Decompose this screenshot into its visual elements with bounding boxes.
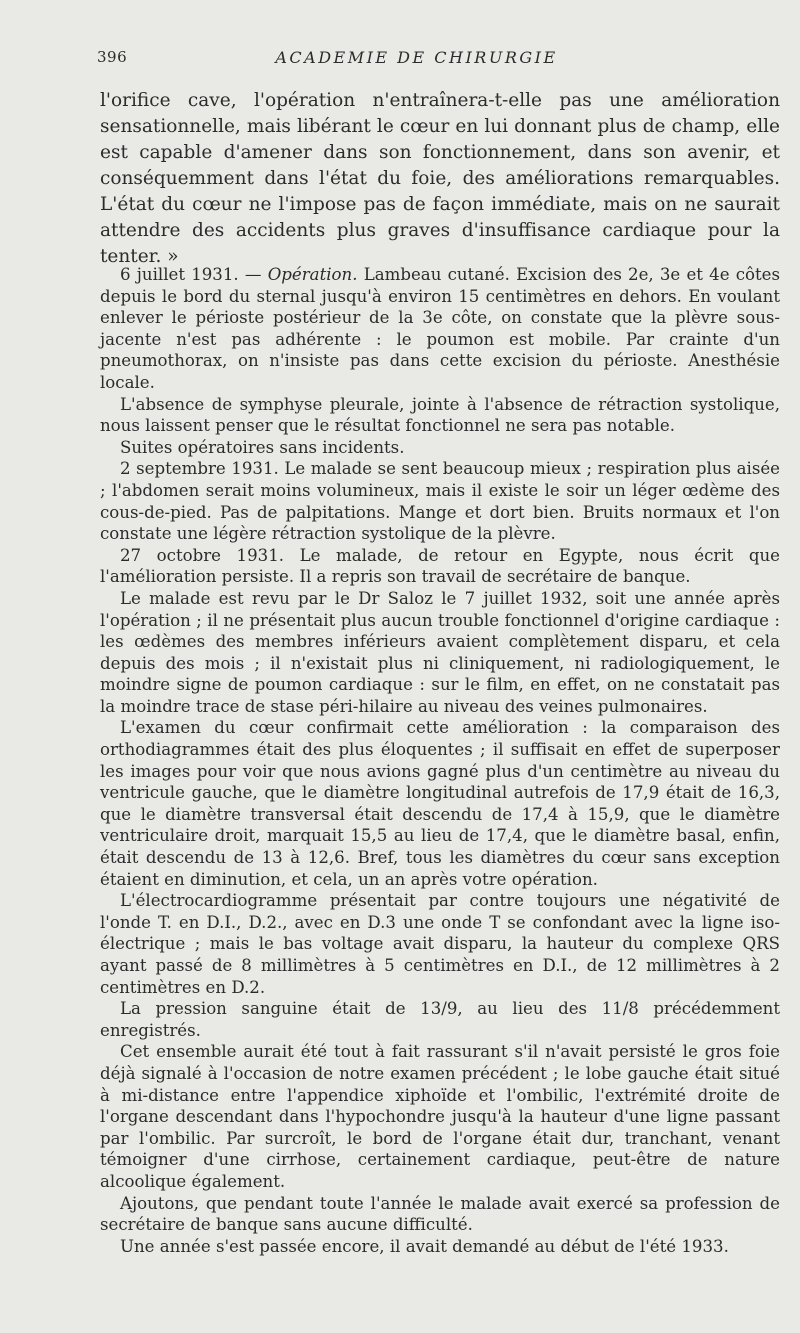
body-paragraph: La pression sanguine était de 13/9, au lieu des 11/8 précédemment enregistrés.	[100, 999, 780, 1040]
page-header	[97, 48, 776, 72]
operation-text: Lambeau cutané. Excision des 2e, 3e et 4e côtes depuis le bord du sternal jusqu'à environ 15 centimètres en dehors. En voulant enlever le périoste postérieur de la 3e côte, on constate que la plèvre sous-jacente n'est pas adhérente : le poumon est mobile. Par crainte d'un pneumothorax, on n'insiste pas dans cette excision du périoste. Anesthésie locale.	[100, 265, 781, 392]
body-paragraph: Suites opératoires sans incidents.	[120, 437, 405, 457]
body-paragraph: 2 septembre 1931. Le malade se sent beaucoup mieux ; respiration plus aisée ; l'abdomen serait moins volumineux, mais il existe le soir un léger œdème des cous-de-pied. Pas de palpitations. Mange et dort bien. Bruits normaux et l'on constate une légère rétraction systolique de la plèvre.	[100, 459, 780, 544]
operation-label: Opération.	[267, 265, 358, 284]
body-paragraph: Une année s'est passée encore, il avait demandé au début de l'été 1933.	[120, 1236, 729, 1256]
operation-paragraph	[100, 264, 780, 394]
body-paragraph: Le malade est revu par le Dr Saloz le 7 juillet 1932, soit une année après l'opération ; il ne présentait plus aucun trouble fonctionnel d'origine cardiaque : les œdèmes des membres inférieurs avaient complètement disparu, et cela depuis des mois ; il n'existait plus ni cliniquement, ni radiologiquement, le moindre signe de poumon cardiaque : sur le film, en effet, on ne constatait pas la moindre trace de stase péri-hilaire au niveau des veines pulmonaires.	[100, 588, 780, 716]
body-paragraph: Cet ensemble aurait été tout à fait rassurant s'il n'avait persisté le gros foie déjà signalé à l'occasion de notre examen précédent ; le lobe gauche était situé à mi-distance entre l'appendice xiphoïde et l'ombilic, l'extrémité droite de l'organe descendant dans l'hypochondre jusqu'à la hauteur d'une ligne passant par l'ombilic. Par surcroît, le bord de l'organe était dur, tranchant, venant témoigner d'une cirrhose, certainement cardiaque, peut-être de nature alcoolique également.	[100, 1042, 780, 1191]
case-notes	[100, 264, 780, 1257]
lead-paragraph-block	[100, 88, 780, 270]
lead-paragraph: l'orifice cave, l'opération n'entraînera-t-elle pas une amélioration sensationnelle, mais libérant le cœur en lui donnant plus de champ, elle est capable d'amener dans son fonctionnement, dans son avenir, et conséquemment dans l'état du foie, des améliorations remarquables. L'état du cœur ne l'impose pas de façon immédiate, mais on ne saurait attendre des accidents plus graves d'insuffisance cardiaque pour la tenter. »	[100, 90, 780, 267]
body-paragraph: Ajoutons, que pendant toute l'année le malade avait exercé sa profession de secrétaire de banque sans aucune difficulté.	[100, 1193, 780, 1235]
body-paragraph: 27 octobre 1931. Le malade, de retour en Egypte, nous écrit que l'amélioration persiste. Il a repris son travail de secrétaire de banque.	[100, 545, 780, 587]
operation-date: 6 juillet 1931. —	[120, 265, 268, 284]
page-number: 396	[97, 48, 128, 66]
body-paragraph: L'électrocardiogramme présentait par contre toujours une négativité de l'onde T. en D.I., D.2., avec en D.3 une onde T se confondant avec la ligne iso-électrique ; mais le bas voltage avait disparu, la hauteur du complexe QRS ayant passé de 8 millimètres à 5 centimètres en D.I., de 12 millimètres à 2 centimètres en D.2.	[100, 891, 780, 997]
body-paragraph: L'absence de symphyse pleurale, jointe à l'absence de rétraction systolique, nous laissent penser que le résultat fonctionnel ne sera pas notable.	[100, 394, 780, 436]
running-title: ACADEMIE DE CHIRURGIE	[275, 48, 558, 67]
body-paragraph: L'examen du cœur confirmait cette amélioration : la comparaison des orthodiagrammes était des plus éloquentes ; il suffisait en effet de superposer les images pour voir que nous avions gagné plus d'un centimètre au niveau du ventricule gauche, que le diamètre longitudinal autrefois de 17,9 était de 16,3, que le diamètre transversal était descendu de 17,4 à 15,9, que le diamètre ventriculaire droit, marquait 15,5 au lieu de 17,4, que le diamètre basal, enfin, était descendu de 13 à 12,6. Bref, tous les diamètres du cœur sans exception étaient en diminution, et cela, un an après votre opération.	[100, 718, 780, 889]
